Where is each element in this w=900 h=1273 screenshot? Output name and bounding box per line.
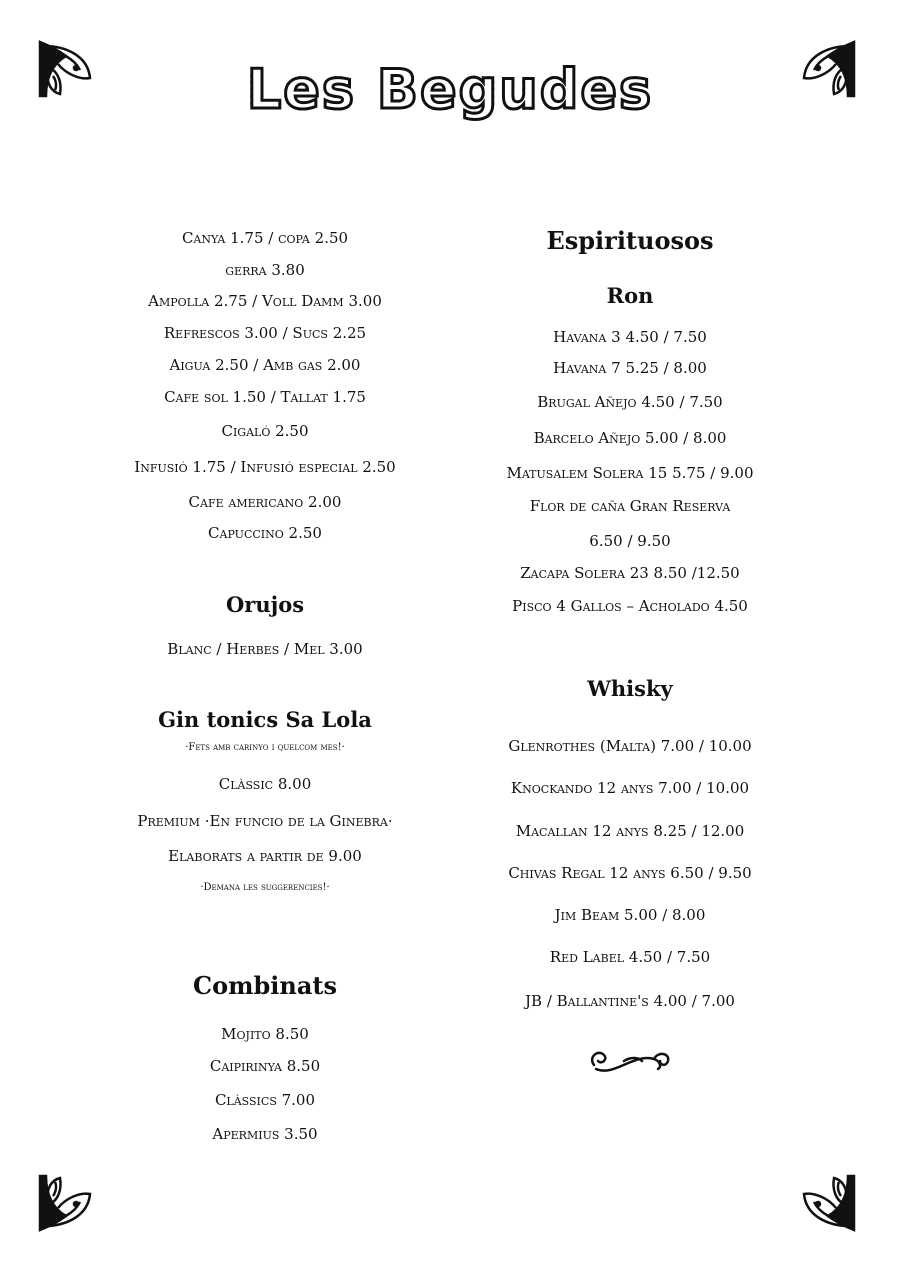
- ron-item: 6.50 / 9.50: [589, 532, 671, 550]
- gin-item: Premium ·En funcio de la Ginebra·: [137, 812, 393, 830]
- combinat-item: Caipirinya 8.50: [209, 1057, 321, 1075]
- whisky-item: Chivas Regal 12 anys 6.50 / 9.50: [508, 864, 752, 882]
- drink-item: Cafe sol 1.50 / Tallat 1.75: [164, 388, 366, 406]
- ron-item: Barcelo Añejo 5.00 / 8.00: [533, 429, 727, 447]
- page-title-text: Les Begudes: [246, 58, 654, 121]
- combinat-item: Mojito 8.50: [221, 1025, 309, 1043]
- floral-corner-icon: [36, 1172, 94, 1234]
- drink-item: Canya 1.75 / copa 2.50: [181, 229, 349, 247]
- whisky-item: Glenrothes (Malta) 7.00 / 10.00: [508, 737, 752, 755]
- section-heading-espirituosos: Espirituosos: [546, 226, 714, 255]
- ron-item: Havana 7 5.25 / 8.00: [553, 359, 707, 377]
- ron-item: Zacapa Solera 23 8.50 /12.50: [520, 564, 740, 582]
- drink-item: Ampolla 2.75 / Voll Damm 3.00: [148, 292, 382, 310]
- section-heading-combinats: Combinats: [193, 971, 337, 1000]
- drink-item: Infusió 1.75 / Infusió especial 2.50: [134, 458, 396, 476]
- ron-item: Flor de caña Gran Reserva: [529, 497, 731, 515]
- drink-item: Refrescos 3.00 / Sucs 2.25: [163, 324, 367, 342]
- section-heading-whisky: Whisky: [587, 676, 673, 701]
- floral-corner-icon: [800, 1172, 858, 1234]
- combinat-item: Clàssics 7.00: [214, 1091, 316, 1109]
- swirl-flourish-icon: [584, 1043, 674, 1077]
- whisky-item: Red Label 4.50 / 7.50: [549, 948, 711, 966]
- section-heading-gin-tonics: Gin tonics Sa Lola: [158, 707, 372, 732]
- whisky-item: JB / Ballantine's 4.00 / 7.00: [525, 992, 735, 1010]
- whisky-item: Knockando 12 anys 7.00 / 10.00: [510, 779, 750, 797]
- gin-note: ·Demana les suggerencies!·: [200, 882, 330, 893]
- ron-item: Pisco 4 Gallos – Acholado 4.50: [512, 597, 748, 615]
- drink-item: Cafe americano 2.00: [188, 493, 342, 511]
- whisky-item: Macallan 12 anys 8.25 / 12.00: [515, 822, 745, 840]
- section-heading-ron: Ron: [606, 283, 654, 308]
- drink-item: Capuccino 2.50: [208, 524, 322, 542]
- drink-item: Aigua 2.50 / Amb gas 2.00: [169, 356, 361, 374]
- combinat-item: Apermius 3.50: [212, 1125, 318, 1143]
- ron-item: Matusalem Solera 15 5.75 / 9.00: [506, 464, 754, 482]
- ron-item: Havana 3 4.50 / 7.50: [553, 328, 707, 346]
- gin-item: Elaborats a partir de 9.00: [168, 847, 362, 865]
- ron-item: Brugal Añejo 4.50 / 7.50: [537, 393, 723, 411]
- orujos-item: Blanc / Herbes / Mel 3.00: [167, 640, 363, 658]
- gin-subtitle: ·Fets amb carinyo i quelcom mes!·: [185, 742, 345, 753]
- whisky-item: Jim Beam 5.00 / 8.00: [554, 906, 706, 924]
- page-title: [0, 58, 900, 121]
- drink-item: Cigaló 2.50: [221, 422, 309, 440]
- section-heading-orujos: Orujos: [225, 592, 305, 617]
- gin-item: Clàssic 8.00: [218, 775, 312, 793]
- drink-item: gerra 3.80: [225, 261, 305, 279]
